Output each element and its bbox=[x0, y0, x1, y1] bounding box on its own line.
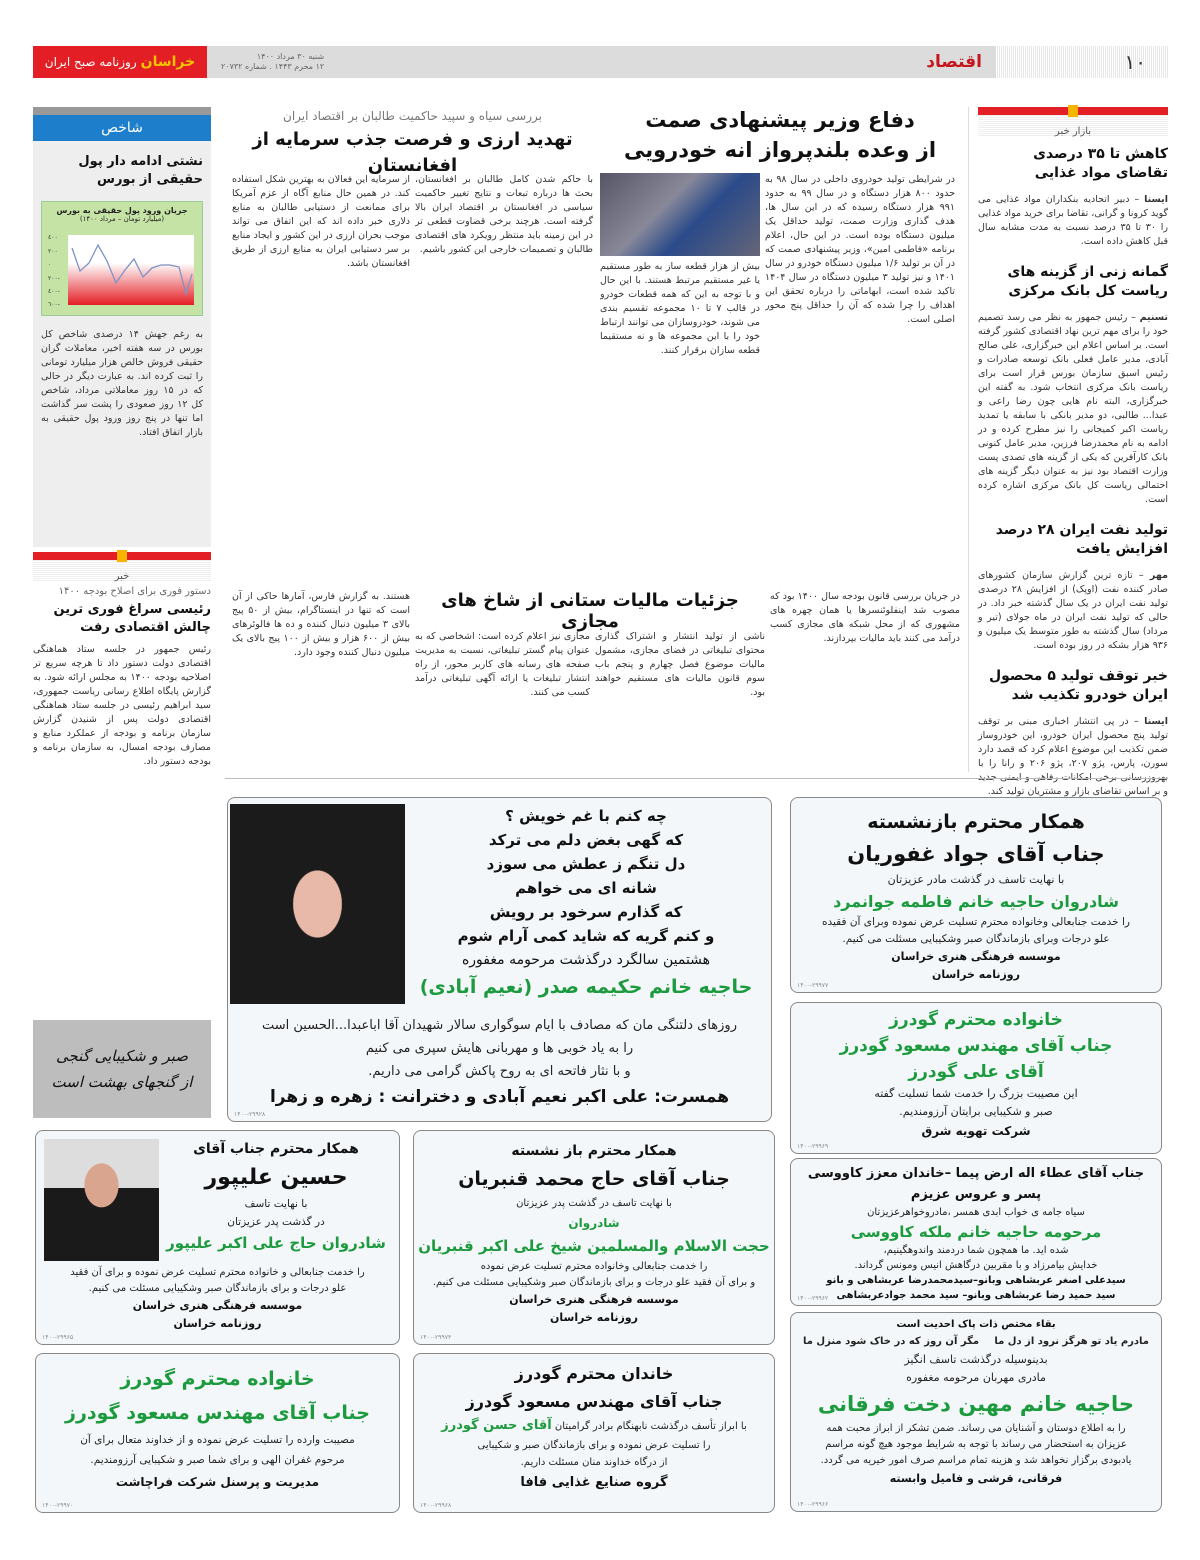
deceased-name: آقای حسن گودرز bbox=[441, 1418, 552, 1433]
brand-tagline: روزنامه صبح ایران bbox=[44, 55, 137, 69]
ad-body-line: یادبودی برگزار نخواهد شد و هزینه تمام مراسم صرف امور خیریه می گردد. bbox=[820, 1455, 1132, 1466]
ad-body-line: صبر و شکیبایی برایتان آرزومندیم. bbox=[899, 1105, 1053, 1118]
news-body: دبیر اتحادیه بنکداران مواد غذایی می گوید کرونا و گرانی، تقاضا برای خرید مواد غذایی را ۳۰ تا ۳۵ درصد نسبت به مدت مشابه سال قبل کاهش داده است. bbox=[978, 194, 1169, 247]
indicator-title[interactable]: نشتی ادامه دار پول حقیقی از بورس bbox=[78, 154, 203, 187]
obituary-ad-kavousi bbox=[790, 1158, 1162, 1306]
obituary-ad-goudarz-1 bbox=[790, 1002, 1162, 1154]
verse-left: مگر آن روز که در خاک شود منزل ما bbox=[803, 1336, 980, 1347]
ad-code: ۱۴۰۰-۲۹۹۲۸ bbox=[234, 1111, 266, 1118]
ad-signature: موسسه فرهنگی هنری خراسان bbox=[132, 1299, 303, 1312]
ad-body-line: مصیبت وارده را تسلیت عرض نموده و از خداوند متعال برای آن bbox=[80, 1434, 355, 1446]
afghan-story-column-2: از سرمایه این فعالان به بهترین شکل استفاده کند. در همین حال منابع آگاه از عزم آمریکا برای ممانعت از دستیابی طالبان به منابع دلاری خبر داده اند که این اتفاق می تواند موجب بحران ارزی در این کشور و ایجاد منابع بر سر دستیابی ایران به منابع ارزی از طریق افغانستان باشد. bbox=[232, 174, 410, 269]
brand-logo[interactable] bbox=[33, 46, 207, 78]
ad-signature: همسرت: علی اکبر نعیم آبادی و دخترانت : زهره و زهرا bbox=[269, 1087, 730, 1107]
budget-story bbox=[33, 552, 211, 998]
ad-code: ۱۴۰۰-۲۹۹۷۷ bbox=[797, 982, 829, 989]
ad-intro: با ابراز تأسف درگذشت نابهنگام برادر گرامیتان bbox=[554, 1421, 747, 1432]
news-item[interactable]: کاهش تا ۳۵ درصدی تقاضای مواد غذایی ایسنا – دبیر اتحادیه بنکداران مواد غذایی می گوید کرونا و گرانی، تقاضا برای خرید مواد غذایی را ۳۰ تا ۳۵ درصد نسبت به مدت مشابه سال قبل کاهش داده است. bbox=[978, 146, 1169, 247]
news-source: تسنیم bbox=[1139, 312, 1169, 323]
poem-line: دل تنگم ز عطش می سوزد bbox=[486, 855, 686, 873]
ad-title: حسین علیپور bbox=[204, 1165, 348, 1190]
svg-text:٢٠٠: ٢٠٠ bbox=[48, 248, 58, 255]
svg-text:٢٠٠-: ٢٠٠- bbox=[48, 275, 60, 282]
news-body: رئیس جمهور به نظر می رسد تصمیم خود را برای مهم ترین نهاد اقتصادی کشور گرفته است. بر اساس اعلام این خبرگزاری، علی صالح آبادی، مدیر عامل فعلی بانک توسعه صادرات و رئیس اسبق سازمان بورس قرار است برای ریاست بانک مرکزی انتخاب شود. به گفته این خبرگزاری، البته نام هایی چون رضا راعی و عبدا... طالبی، دو مدیر بانکی با سابقه یا تمدید ریاست اکبر کمیجانی را نیز مطرح کرده و در ادامه به نام محمدرضا فرزین، مدیر عامل کنونی بانک کارآفرین که یکی از گزینه های تصدی پست وزارت اقتصاد بود نیز به عنوان دیگر گزینه های احتمالی ریاست کل بانک مرکزی اشاره کرده است. bbox=[978, 312, 1168, 505]
ad-title: جناب آقای جواد غفوریان bbox=[847, 842, 1105, 866]
ad-code: ۱۴۰۰-۲۹۹۶۵ bbox=[42, 1334, 74, 1341]
news-item[interactable]: تولید نفت ایران ۲۸ درصد افزایش یافت مهر – تازه ترین گزارش سازمان کشورهای صادر کننده نفت (اوپک) از افزایش ۲۸ درصدی تولید نفت ایران در یک سال گذشته خبر داد. در حالی که تولید نفت ایران در ماه جولای (تیر و مرداد) سال گذشته به طور متوسط یک میلیون و ۹۳۶ هزار بشکه در روز بوده است. bbox=[978, 522, 1168, 651]
section-title: اقتصاد bbox=[926, 52, 982, 72]
ad-title: همکار محترم بازنشسته bbox=[867, 811, 1085, 833]
news-market-column bbox=[978, 107, 1168, 799]
car-factory-photo bbox=[600, 173, 760, 256]
calligraphy-line-2: از گنجهای بهشت است bbox=[51, 1073, 193, 1091]
ad-body-line: را خدمت جنابعالی وخانواده محترم تسلیت عرض نموده وبرای آن فقیده bbox=[821, 916, 1131, 928]
portrait-photo bbox=[230, 804, 405, 1004]
ad-body-line: و با نثار فاتحه ای به روح پاکش گرامی می داریم. bbox=[368, 1064, 631, 1079]
headline-line-2: از وعده بلندپرواز انه خودرویی bbox=[623, 138, 937, 162]
news-item[interactable]: خبر توقف تولید ۵ محصول ایران خودرو تکذیب شد ایسنا – در پی انتشار اخباری مبنی بر توقف تولید پنج محصول ایران خودرو، این خودروساز ضمن تکذیب این موضوع اعلام کرد که قصد دارد سورن، پارس، پژو ۲۰۷، پژو ۲۰۶ و رانا را با بهروزرسانی برخی امکانات رفاهی و ایمنی جدید و بر اساس تقاضای بازار و مشتریان تولید کند. bbox=[978, 668, 1168, 797]
deceased-name: شادروان حاجیه خانم فاطمه جوانمرد bbox=[833, 892, 1119, 911]
tax-story-column-3: مجازی نیز اعلام کرده است: اشخاصی که به عنوان پیام گستر تبلیغاتی، نسبت به مدیریت صفحه های رسانه های کاربر محور، از راه انتشار تبلیغات یا ارائه آگهی تبلیغاتی درآمد کسب می کنند. bbox=[415, 631, 590, 698]
obituary-ad-goudarz-3 bbox=[413, 1353, 775, 1513]
ad-intro: بدینوسیله درگذشت تاسف انگیز bbox=[904, 1353, 1048, 1366]
masthead bbox=[33, 46, 1168, 78]
svg-text:٤٠٠: ٤٠٠ bbox=[48, 234, 58, 241]
story-kicker: دستور فوری برای اصلاح بودجه ۱۴۰۰ bbox=[58, 586, 211, 597]
news-source: ایسنا bbox=[1144, 716, 1168, 727]
lead-story-column-1: در شرایطی تولید خودروی داخلی در سال ۹۸ به حدود ۸۰۰ هزار دستگاه و در سال ۹۹ به حدود ۹۹۱ هزار دستگاه رسیده که در این سال ها، هدف گذاری وزارت صمت، تولید حداقل یک میلیون دستگاه بوده است. در این حال، اعلام برنامه «فاطمی امین»، وزیر پیشنهادی صمت که در آن بر تولید ۱/۶ میلیون دستگاه خودرو در سال ۱۴۰۱ و نیز تولید ۳ میلیون دستگاه در سال ۱۴۰۴ تاکید شده است، ابهاماتی را درباره تحقق این اهداف را چرا شده که آن را حداقل پنج محور اصلی است. bbox=[765, 174, 955, 325]
ad-body-line: این مصیبت بزرگ را خدمت شما تسلیت گفته bbox=[874, 1087, 1078, 1100]
story-title[interactable]: رئیسی سراغ فوری ترین چالش اقتصادی رفت bbox=[53, 602, 211, 635]
ad-title: خاندان محترم گودرز bbox=[514, 1364, 674, 1383]
lead-story-column-2: بیش از هزار قطعه ساز به طور مستقیم یا غیر مستقیم مرتبط هستند. با این حال و با توجه به این که همه قطعات خودرو در قالب ۷ تا ۱۰ مجموعه تقسیم بندی می شوند، خودروسازان می توانند ارتباط خود را با این مجموعه ها و نه مستقیما قطعه سازان برقرار کنند. bbox=[600, 261, 760, 356]
date-line-2: ۱۲ محرم ۱۴۴۳ . شماره ۲۰۷۳۲ bbox=[221, 62, 325, 71]
ad-intro: در گذشت پدر عزیزتان bbox=[227, 1216, 325, 1228]
ad-body-line: از درگاه خداوند منان مسئلت داریم. bbox=[520, 1457, 668, 1468]
obituary-ad-goudarz-2 bbox=[35, 1353, 400, 1513]
ad-intro: سیاه جامه ی خواب ابدی همسر ،مادروخواهرعزیزتان bbox=[867, 1207, 1085, 1218]
story-title: تهدید ارزی و فرصت جذب سرمایه از افغانستان bbox=[252, 129, 573, 176]
ad-body-line: علو درجات و برای بازماندگان صبر وشکیبایی مسئلت می کنیم. bbox=[88, 1283, 347, 1294]
obituary-ad-forghani bbox=[790, 1312, 1162, 1512]
news-source: مهر bbox=[1149, 570, 1168, 581]
lead-story-headline[interactable] bbox=[600, 105, 960, 165]
calligraphy-line-1: صبر و شکیبایی گنجی bbox=[55, 1047, 189, 1065]
story-kicker-bar: خبر bbox=[33, 560, 211, 582]
ad-code: ۱۴۰۰-۲۹۹۶۸ bbox=[420, 1502, 452, 1509]
news-source: ایسنا bbox=[1144, 194, 1168, 205]
ad-body-line: و برای آن فقید علو درجات و برای بازماندگان صبر وشکیبایی مسئلت می کنیم. bbox=[432, 1277, 756, 1288]
ad-body-line: مرحوم غفران الهی و برای شما صبر و شکیبایی آرزومندیم. bbox=[90, 1454, 345, 1466]
news-title[interactable]: تولید نفت ایران ۲۸ درصد افزایش یافت bbox=[995, 522, 1168, 557]
column-kicker: بازار خبر bbox=[978, 115, 1168, 137]
ad-signature: گروه صنایع غذایی فافا bbox=[520, 1475, 668, 1490]
poem-line: که گهی بغض دلم می ترکد bbox=[488, 831, 684, 849]
ad-body-line: علو درجات وبرای بازماندگان صبر وشکیبایی مسئلت می کنیم. bbox=[842, 933, 1110, 945]
ad-signature: روزنامه خراسان bbox=[932, 968, 1020, 981]
ad-title: پسر و عروس عزیزم bbox=[910, 1187, 1042, 1202]
headline-line-1: دفاع وزیر پیشنهادی صمت bbox=[645, 108, 915, 132]
ad-intro: با نهایت تاسف bbox=[244, 1198, 308, 1210]
poem-line: که گذارم سرخود بر رویش bbox=[489, 903, 683, 921]
ad-signature: روزنامه خراسان bbox=[550, 1311, 638, 1324]
news-title[interactable]: گمانه زنی از گزینه های ریاست کل بانک مرکزی bbox=[1007, 264, 1168, 299]
story-body: رئیس جمهور در جلسه ستاد هماهنگی اقتصادی دولت دستور داد تا هرچه سریع تر اصلاحیه بودجه ۱۴۰۰ به مجلس ارائه شود. به گزارش پایگاه اطلاع رسانی ریاست جمهوری، سید ابراهیم رئیسی در جلسه ستاد هماهنگی اقتصادی دولت پس از شنیدن گزارش سازمان برنامه و بودجه از عملکرد منابع و مصارف بودجه امسال، به سازمان برنامه و بودجه دستور داد. bbox=[33, 644, 211, 767]
ad-code: ۱۴۰۰-۲۹۹۷۳ bbox=[420, 1334, 452, 1341]
poem-line: و کنم گریه که شاید کمی آرام شوم bbox=[457, 927, 715, 945]
tax-story-column-2: ناشی از تولید انتشار و اشتراک گذاری محتوای تبلیغاتی در فضای مجازی، مشمول مالیات موضوع فصل چهارم و پنجم باب سوم قانون مالیات های مستقیم خواهند بود. bbox=[595, 631, 765, 698]
deceased-name: حجت الاسلام والمسلمین شیخ علی اکبر قنبریان bbox=[418, 1237, 770, 1255]
section-divider bbox=[978, 107, 1168, 115]
section-divider bbox=[33, 552, 211, 560]
tax-story-headline[interactable] bbox=[415, 590, 765, 632]
svg-text:٠: ٠ bbox=[48, 261, 52, 268]
ad-body-line: را به اطلاع دوستان و آشنایان می رساند. ضمن تشکر از ابراز محبت همه bbox=[826, 1423, 1126, 1434]
ad-signature: فرقانی، قرشی و فامیل وابسته bbox=[889, 1472, 1063, 1485]
ad-body-line: روزهای دلتنگی مان که مصادف با ایام سوگواری سالار شهیدان آقا اباعبدا...الحسین است bbox=[262, 1018, 737, 1033]
ad-intro: با نهایت تاسف در گذشت پدر عزیزتان bbox=[516, 1198, 672, 1209]
news-item[interactable]: گمانه زنی از گزینه های ریاست کل بانک مرکزی تسنیم – رئیس جمهور به نظر می رسد تصمیم خود را برای مهم ترین نهاد اقتصادی کشور گرفته است. بر اساس اعلام این خبرگزاری، علی صالح آبادی، مدیر عامل فعلی بانک توسعه صادرات و رئیس اسبق سازمان بورس قرار است برای ریاست بانک مرکزی انتخاب شود. به گفته این خبرگزاری، البته نام هایی چون رضا راعی و عبدا... طالبی، دو مدیر بانکی با سابقه یا تمدید ریاست اکبر کمیجانی را نیز مطرح کرده و در ادامه به نام محمدرضا فرزین، مدیر عامل کنونی بانک کارآفرین که یکی از گزینه های تصدی پست وزارت اقتصاد بود نیز به عنوان دیگر گزینه های احتمالی ریاست کل بانک مرکزی اشاره کرده است. bbox=[978, 264, 1169, 505]
ad-body-line: را خدمت جنابعالی وخانواده محترم تسلیت عرض نموده bbox=[480, 1261, 708, 1272]
obituary-ad-sadr bbox=[227, 797, 772, 1122]
news-title[interactable]: کاهش تا ۳۵ درصدی تقاضای مواد غذایی bbox=[1033, 146, 1168, 181]
news-title[interactable]: خبر توقف تولید ۵ محصول ایران خودرو تکذیب شد bbox=[988, 668, 1168, 703]
ad-code: ۱۴۰۰-۲۹۹۶۶ bbox=[797, 1501, 829, 1508]
chart-title: جریان ورود پول حقیقی به بورس bbox=[56, 206, 188, 215]
ad-signature: موسسه فرهنگی هنری خراسان bbox=[891, 950, 1061, 963]
deceased-name: شادروان حاج علی اکبر علیپور bbox=[166, 1234, 386, 1252]
afghan-story-headline[interactable] bbox=[230, 105, 595, 179]
obituary-ad-ghanbarian bbox=[413, 1130, 775, 1345]
ad-body-line: عزیزان به استحضار می رساند با توجه به شرایط موجود هیچ گونه مراسم bbox=[825, 1439, 1127, 1450]
ad-body-line: را خدمت جنابعالی و خانواده محترم تسلیت عرض نموده و برای آن فقید bbox=[70, 1267, 365, 1278]
indicator-body: به رغم جهش ۱۴ درصدی شاخص کل بورس در سه هفته اخیر، معاملات گران حقیقی فروش خالص هزار میلیارد تومانی را ثبت کرده اند. به عبارت دیگر در حالی که در ۱۵ روز معاملاتی مرداد، شاخص کل ۱۲ روز صعودی را پشت سر گذاشت اما تنها در پنج روز ورود پول حقیقی به بازار اتفاق افتاد. bbox=[41, 329, 203, 438]
poem-line: شانه ای می خواهم bbox=[515, 879, 657, 897]
ad-code: ۱۴۰۰-۲۹۹۷۰ bbox=[42, 1502, 74, 1509]
deceased-name: حاجیه خانم حکیمه صدر (نعیم آبادی) bbox=[419, 976, 753, 998]
ad-header: بقاء مختص ذات پاک احدیت است bbox=[896, 1319, 1056, 1330]
page-number: ۱۰ bbox=[996, 46, 1168, 78]
deceased-prefix: شادروان bbox=[568, 1216, 620, 1230]
calligraphy-box bbox=[33, 1020, 211, 1118]
portrait-photo bbox=[44, 1139, 159, 1261]
issue-date bbox=[221, 52, 324, 72]
svg-text:٤٠٠-: ٤٠٠- bbox=[48, 288, 60, 295]
story-kicker: بررسی سیاه و سپید حاکمیت طالبان بر اقتصاد ایران bbox=[283, 109, 542, 123]
ad-intro: مادری مهربان مرحومه مغفوره bbox=[906, 1371, 1046, 1384]
ad-verse bbox=[791, 1333, 1161, 1351]
ad-body-line: خدایش بیامرزاد و با مقربین درگاهش انیس ومونس گرداند. bbox=[854, 1260, 1098, 1271]
ad-signature: سیدعلی اصغر عربشاهی وبانو–سیدمحمدرضا عربشاهی و بانو bbox=[826, 1275, 1126, 1286]
ad-code: ۱۴۰۰-۲۹۹۶۲ bbox=[797, 1295, 829, 1302]
ad-intro: هشتمین سالگرد درگذشت مرحومه مغفوره bbox=[461, 952, 711, 968]
brand-name: خراسان bbox=[140, 54, 196, 70]
verse-right: مادرم یاد تو هرگز نرود از دل ما bbox=[994, 1336, 1149, 1347]
ad-body-line: را به یاد خوبی ها و مهربانی هایش سپری می کنیم bbox=[365, 1041, 634, 1056]
news-body: تازه ترین گزارش سازمان کشورهای صادر کننده نفت (اوپک) از افزایش ۲۸ درصدی تولید نفت ایران در یک سال گذشته خبر داد. در حالی که تولید نفت ایران در ماه جولای (تیر و مرداد) سال گذشته به طور متوسط یک میلیون و ۹۳۶ هزار بشکه در روز بوده است. bbox=[978, 570, 1168, 651]
ad-signature: مدیریت و پرسنل شرکت فراچاشت bbox=[115, 1475, 320, 1489]
ad-signature: سید حمید رضا عربشاهی وبانو– سید محمد جوادعربشاهی bbox=[836, 1290, 1116, 1301]
chart-plot bbox=[46, 231, 196, 311]
obituary-ad-ghafourian bbox=[790, 797, 1162, 993]
afghan-story-column-1: با حاکم شدن کامل طالبان بر افغانستان، بحث ها درباره تبعات و نتایج تغییر حاکمیت سیاسی در افغانستان بر اقتصاد ایران بالا گرفته است. هرچند برخی قضاوت قطعی تر در این زمینه باید منتظر رویکرد های اقتصادی طالبان و تصمیمات خارجی این کشور باشیم. bbox=[415, 174, 593, 255]
ad-signature: روزنامه خراسان bbox=[173, 1317, 262, 1330]
ad-title: همکار محترم جناب آقای bbox=[193, 1141, 359, 1157]
indicator-box bbox=[33, 107, 211, 547]
ad-title: جناب آقای مهندس مسعود گودرز bbox=[465, 1392, 723, 1411]
ad-title: جناب آقای مهندس مسعود گودرز bbox=[839, 1036, 1113, 1056]
ad-signature: موسسه فرهنگی هنری خراسان bbox=[509, 1293, 679, 1306]
ad-title: آقای علی گودرز bbox=[908, 1062, 1044, 1082]
obituary-ad-alipour bbox=[35, 1130, 400, 1345]
date-line-1: شنبه ۳۰ مرداد ۱۴۰۰ bbox=[256, 52, 325, 61]
ad-title: خانواده محترم گودرز bbox=[889, 1010, 1063, 1030]
deceased-name: مرحومه حاجیه خانم ملکه کاووسی bbox=[850, 1223, 1102, 1241]
ad-body-line: شده اید. ما همچون شما دردمند واندوهگینیم، bbox=[883, 1245, 1069, 1256]
money-flow-chart bbox=[41, 201, 203, 316]
ad-title: خانواده محترم گودرز bbox=[120, 1368, 315, 1390]
ad-title: جناب آقای عطاء اله ارض پیما –خاندان معزز کاووسی bbox=[807, 1166, 1145, 1181]
tax-story-column-4: هستند. به گزارش فارس، آمارها حاکی از آن است که تنها در اینستاگرام، بیش از ۵۰ پیج بالای ۳ میلیون دنبال کننده و ده ها فالوئرهای بیش از ۶۰۰ هزار و بیش از ۱۰۰ پیج بالای یک میلیون دنبال کننده وجود دارد. bbox=[232, 591, 410, 658]
ad-body-line: را تسلیت عرض نموده و برای بازماندگان صبر و شکیبایی bbox=[477, 1440, 711, 1451]
news-body: در پی انتشار اخباری مبنی بر توقف تولید پنج محصول ایران خودرو، این خودروساز ضمن تکذیب این موضوع اعلام کرد که قصد دارد سورن، پارس، پژو ۲۰۷، پژو ۲۰۶ و رانا را با بهروزرسانی برخی امکانات رفاهی و ایمنی جدید و بر اساس تقاضای بازار و مشتریان تولید کند. bbox=[978, 716, 1168, 797]
tax-story-column-1: در جریان بررسی قانون بودجه سال ۱۴۰۰ بود که مصوب شد اینفلوئنسرها یا همان چهره های مشهوری که از محل شبکه های مجازی کسب درآمد می کنند باید مالیات بپردازند. bbox=[770, 591, 960, 644]
svg-text:٦٠٠-: ٦٠٠- bbox=[48, 301, 60, 308]
ad-signature: شرکت تهویه شرق bbox=[921, 1124, 1031, 1138]
ad-title: جناب آقای حاج محمد قنبریان bbox=[458, 1168, 730, 1190]
ad-title: همکار محترم باز نشسته bbox=[511, 1143, 677, 1159]
ad-code: ۱۴۰۰-۲۹۹۶۹ bbox=[797, 1143, 829, 1150]
section-bar bbox=[207, 46, 996, 78]
story-title: جزئیات مالیات ستانی از شاخ های مجازی bbox=[441, 590, 739, 632]
ad-intro: با نهایت تاسف در گذشت مادر عزیزتان bbox=[887, 873, 1065, 886]
chart-subtitle: (میلیارد تومان – مرداد ۱۴۰۰) bbox=[79, 215, 165, 223]
poem-line: چه کنم با غم خویش ؟ bbox=[505, 807, 667, 825]
ad-title: جناب آقای مهندس مسعود گودرز bbox=[65, 1402, 370, 1424]
indicator-header: شاخص bbox=[33, 115, 211, 141]
deceased-name: حاجیه خانم مهین دخت فرقانی bbox=[817, 1392, 1135, 1416]
